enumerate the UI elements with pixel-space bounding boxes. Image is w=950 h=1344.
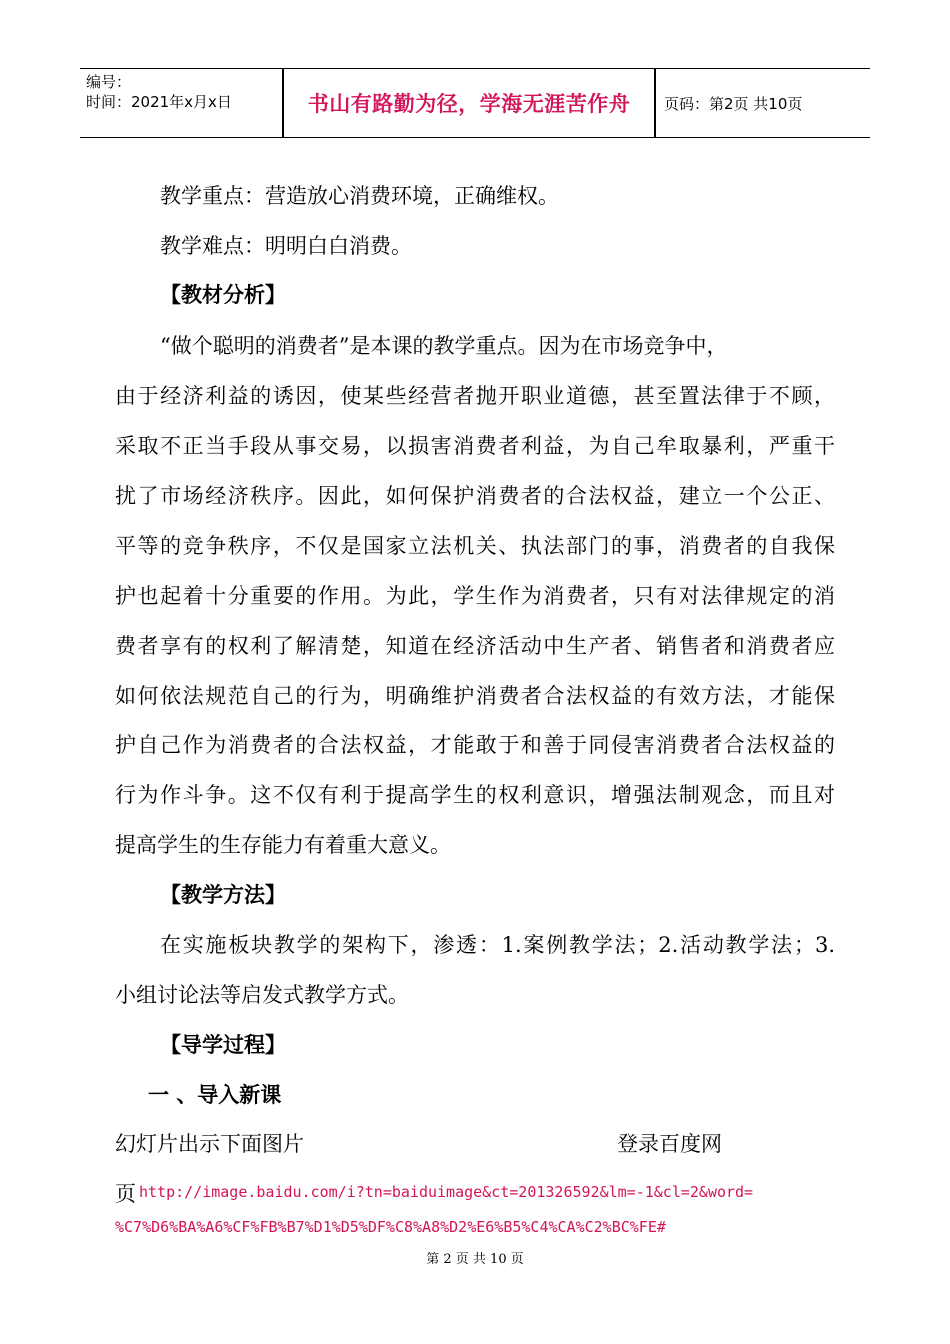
- header-divider: [654, 69, 656, 137]
- doc-number-label: 编号：: [86, 73, 132, 91]
- header-page-info: 页码：第2页 共10页: [664, 94, 803, 113]
- method-heading: 【教学方法】: [160, 883, 286, 907]
- method-line: 小组讨论法等启发式教学方式。: [115, 983, 409, 1007]
- login-text: 登录百度网: [617, 1132, 722, 1156]
- process-heading: 【导学过程】: [160, 1033, 286, 1057]
- method-line: 在实施板块教学的架构下，渗透：1.案例教学法；2.活动教学法；3.: [160, 933, 835, 957]
- analysis-line: 费者享有的权利了解清楚，知道在经济活动中生产者、销售者和消费者应: [115, 634, 835, 658]
- analysis-line: 由于经济利益的诱因，使某些经营者抛开职业道德，甚至置法律于不顾，: [115, 384, 835, 408]
- analysis-line: 行为作斗争。这不仅有利于提高学生的权利意识，增强法制观念，而且对: [115, 783, 835, 807]
- section-heading: 一 、导入新课: [148, 1083, 282, 1107]
- baidu-image-link-continued[interactable]: %C7%D6%BA%A6%CF%FB%B7%D1%D5%DF%C8%A8%D2%E6%B5%C4%CA%C2%BC%FE#: [115, 1218, 666, 1236]
- analysis-line: 平等的竞争秩序，不仅是国家立法机关、执法部门的事，消费者的自我保: [115, 534, 835, 558]
- analysis-line: 如何依法规范自己的行为，明确维护消费者合法权益的有效方法，才能保: [115, 684, 835, 708]
- document-header: [80, 68, 870, 138]
- page-footer: 第 2 页 共 10 页: [426, 1252, 524, 1267]
- analysis-line: 护自己作为消费者的合法权益，才能敢于和善于同侵害消费者合法权益的: [115, 733, 835, 757]
- slide-text: 幻灯片出示下面图片: [115, 1132, 304, 1156]
- header-meta: [80, 69, 282, 137]
- analysis-line: 护也起着十分重要的作用。为此，学生作为消费者，只有对法律规定的消: [115, 584, 835, 608]
- analysis-line: 扰了市场经济秩序。因此，如何保护消费者的合法权益，建立一个公正、: [115, 484, 835, 508]
- teaching-focus: 教学重点：营造放心消费环境，正确维权。: [160, 184, 559, 208]
- doc-time-label: 时间：2021年x月x日: [86, 93, 232, 111]
- header-motto: 书山有路勤为径，学海无涯苦作舟: [307, 92, 631, 116]
- baidu-image-link[interactable]: http://image.baidu.com/i?tn=baiduimage&ct=201326592&lm=-1&cl=2&word=: [139, 1183, 754, 1201]
- page-char: 页: [115, 1182, 136, 1206]
- analysis-line: “做个聪明的消费者”是本课的教学重点。因为在市场竞争中，: [160, 334, 728, 358]
- analysis-line: 采取不正当手段从事交易，以损害消费者利益，为自己牟取暴利，严重干: [115, 434, 835, 458]
- analysis-line: 提高学生的生存能力有着重大意义。: [115, 833, 451, 857]
- analysis-heading: 【教材分析】: [160, 283, 286, 307]
- teaching-difficulty: 教学难点：明明白白消费。: [160, 234, 412, 258]
